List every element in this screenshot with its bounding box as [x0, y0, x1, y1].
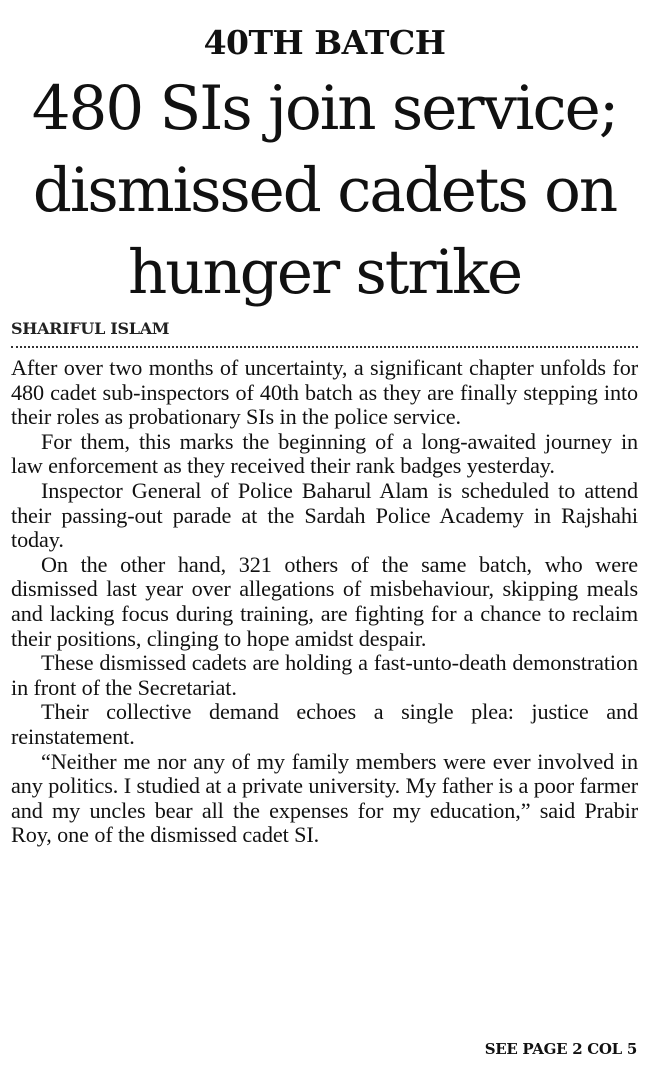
headline: 480 SIs join service; dismissed cadets on hunger strike: [31, 73, 618, 308]
paragraph: These dismissed cadets are holding a fast-unto-death demonstration in front of the Secretariat.: [11, 650, 638, 700]
article-body: [11, 356, 638, 848]
paragraph: For them, this marks the beginning of a long-awaited journey in law enforcement as they received their rank badges yesterday.: [11, 428, 638, 479]
kicker: 40TH BATCH: [203, 23, 446, 62]
dotted-divider: [11, 346, 638, 348]
paragraph: Inspector General of Police Baharul Alam is scheduled to attend their passing-out parade at the Sardah Police Academy in Rajshahi today.: [11, 477, 638, 553]
paragraph: “Neither me nor any of my family members were ever involved in any politics. I studied at a private university. My father is a poor farmer and my uncles bear all the expenses for my education,” said Prabir Roy, one of the dismissed cadet SI.: [11, 748, 638, 848]
paragraph: Their collective demand echoes a single plea: justice and reinstatement.: [11, 699, 638, 749]
paragraph: After over two months of uncertainty, a significant chapter unfolds for 480 cadet sub-inspectors of 40th batch as they are finally stepping into their roles as probationary SIs in the police service.: [11, 355, 638, 430]
continuation-note: SEE PAGE 2 COL 5: [484, 1040, 637, 1058]
byline: SHARIFUL ISLAM: [11, 319, 170, 338]
paragraph: On the other hand, 321 others of the same batch, who were dismissed last year over allegations of misbehaviour, skipping meals and lacking focus during training, are fighting for a chance to reclaim their positions, clinging to hope amidst despair.: [11, 551, 638, 651]
